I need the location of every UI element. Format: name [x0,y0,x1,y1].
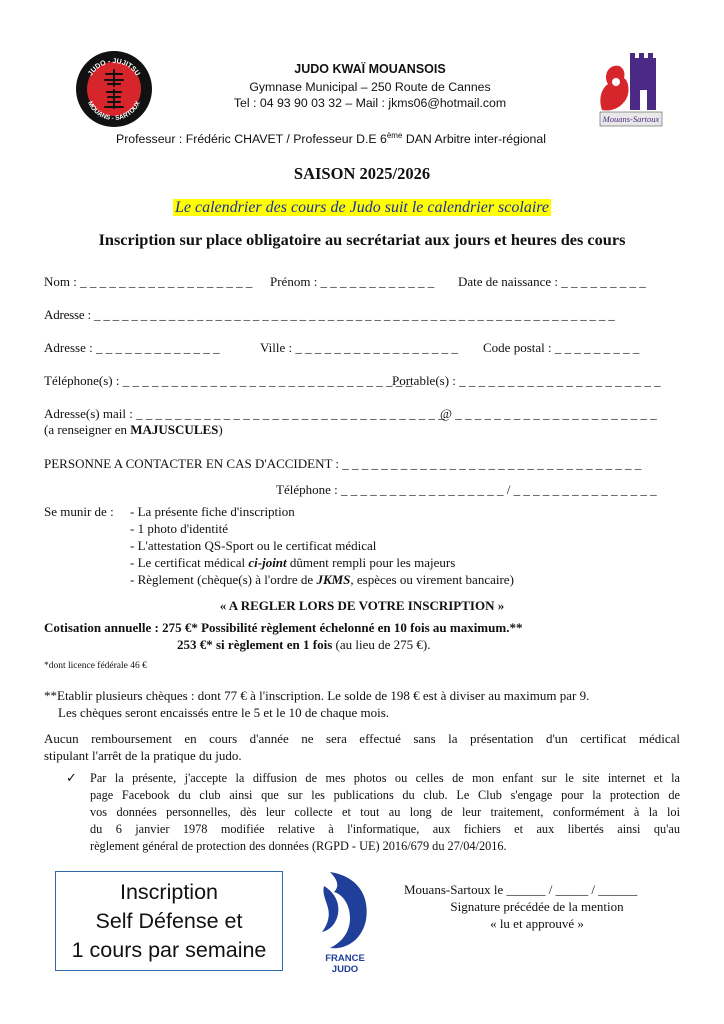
signature-mention: Signature précédée de la mention [450,899,624,914]
ville-field[interactable]: Ville : _ _ _ _ _ _ _ _ _ _ _ _ _ _ _ _ _ [260,340,458,355]
club-contact: Tel : 04 93 90 03 32 – Mail : jkms06@hotmail.com [233,96,507,110]
telephone-field[interactable]: Téléphone(s) : _ _ _ _ _ _ _ _ _ _ _ _ _ _ _ _ _ _ _ _ _ _ _ _ _ _ _ _ _ _ [44,373,412,388]
france-text: FRANCE [325,953,365,964]
naissance-field[interactable]: Date de naissance : _ _ _ _ _ _ _ _ _ [458,274,646,289]
signature-approved: « lu et approuvé » [490,916,584,931]
club-logo [75,50,153,128]
payment-header: « A REGLER LORS DE VOTRE INSCRIPTION » [219,598,505,613]
document-item: - 1 photo d'identité [130,521,229,536]
document-item: - La présente fiche d'inscription [130,504,295,519]
judo-text: JUDO [331,964,359,975]
document-item: - Le certificat médical ci-joint dûment rempli pour les majeurs [130,555,456,570]
mail-field[interactable]: Adresse(s) mail : _ _ _ _ _ _ _ _ _ _ _ _ _ _ _ _ _ _ _ _ _ _ _ _ _ _ _ _ _ _ _ _ [44,406,445,421]
accident-phone-field[interactable]: Téléphone : _ _ _ _ _ _ _ _ _ _ _ _ _ _ _ _ _ / _ _ _ _ _ _ _ _ _ _ _ _ _ _ _ [276,482,657,497]
club-address: Gymnase Municipal – 250 Route de Cannes [249,80,491,94]
consent-line: règlement général de protection des données (RGPD - UE) 2016/679 du 27/04/2016. [90,839,507,853]
box-line: Self Défense et [95,909,243,933]
cheques-line-1: **Etablir plusieurs chèques : dont 77 € à l'inscription. Le solde de 198 € est à diviser au maximum par 9. [44,688,590,703]
consent-check-icon: ✓ [66,770,77,785]
mail-note: (a renseigner en MAJUSCULES) [44,422,223,437]
refund-line-2: stipulant l'arrêt de la pratique du judo. [44,748,242,763]
france-judo-logo [316,868,374,976]
mail-domain-field[interactable]: @ _ _ _ _ _ _ _ _ _ _ _ _ _ _ _ _ _ _ _ _ _ [440,406,657,421]
consent-line: vos données personnelles, dès leur collecte et tout au long de leur traitement, conformément à la loi [90,805,680,819]
logo-top-text: JUDO - JUJITSU [87,57,141,78]
box-line: Inscription [120,880,218,904]
consent-line: Par la présente, j'accepte la diffusion de mes photos ou celles de mon enfant sur le site internet et la [90,771,680,785]
documents-intro: Se munir de : [44,504,114,519]
refund-line-1: Aucun remboursement en cours d'année ne sera effectué sans la présentation d'un certificat médical [44,731,680,746]
signature-place-date[interactable]: Mouans-Sartoux le ______ / _____ / ______ [404,882,638,897]
nom-field[interactable]: Nom : _ _ _ _ _ _ _ _ _ _ _ _ _ _ _ _ _ _ [44,274,253,289]
logo-bottom-text: MOUANS - SARTOUX [86,100,142,123]
portable-field[interactable]: Portable(s) : _ _ _ _ _ _ _ _ _ _ _ _ _ _ _ _ _ _ _ _ _ [392,373,661,388]
adresse-field-2[interactable]: Adresse : _ _ _ _ _ _ _ _ _ _ _ _ _ [44,340,220,355]
code-postal-field[interactable]: Code postal : _ _ _ _ _ _ _ _ _ [483,340,640,355]
licence-note: *dont licence fédérale 46 € [44,661,147,671]
cheques-line-2: Les chèques seront encaissés entre le 5 et le 10 de chaque mois. [58,705,390,720]
document-item: - L'attestation QS-Sport ou le certificat médical [130,538,377,553]
consent-line: page Facebook du club ainsi que sur les publications du club. Le Club s'engage pour la protection de [90,788,680,802]
self-defense-box [55,871,283,971]
city-logo-text: Mouans-Sartoux [602,114,660,124]
adresse-field-1[interactable]: Adresse : _ _ _ _ _ _ _ _ _ _ _ _ _ _ _ _ _ _ _ _ _ _ _ _ _ _ _ _ _ _ _ _ _ _ _ _ _ _ _ _ _ _ _ _ _ _ _ _ _ _ _ _ _ _ _ _ [44,307,615,322]
club-name: JUDO KWAÏ MOUANSOIS [294,62,446,76]
single-payment-line: 253 €* si règlement en 1 fois (au lieu de 275 €). [177,637,431,652]
city-logo [596,50,666,130]
professor-line: Professeur : Frédéric CHAVET / Professeur D.E 6ème DAN Arbitre inter-régional [116,131,546,147]
season-title: SAISON 2025/2026 [293,164,431,183]
accident-contact-field[interactable]: PERSONNE A CONTACTER EN CAS D'ACCIDENT : _ _ _ _ _ _ _ _ _ _ _ _ _ _ _ _ _ _ _ _ _ _ _ _ _ _ _ _ _ _ _ [44,456,642,471]
box-line: 1 cours par semaine [71,938,267,962]
cotisation-line: Cotisation annuelle : 275 €* Possibilité règlement échelonné en 10 fois au maximum.** [44,620,523,635]
registration-title: Inscription sur place obligatoire au secrétariat aux jours et heures des cours [98,230,626,249]
consent-line: du 6 janvier 1978 modifiée relative à l'informatique, aux fichiers et aux libertés ainsi qu'au [90,822,680,836]
calendar-note: Le calendrier des cours de Judo suit le calendrier scolaire [175,199,549,216]
prenom-field[interactable]: Prénom : _ _ _ _ _ _ _ _ _ _ _ _ [270,274,435,289]
document-item: - Règlement (chèque(s) à l'ordre de JKMS, espèces ou virement bancaire) [130,572,514,587]
